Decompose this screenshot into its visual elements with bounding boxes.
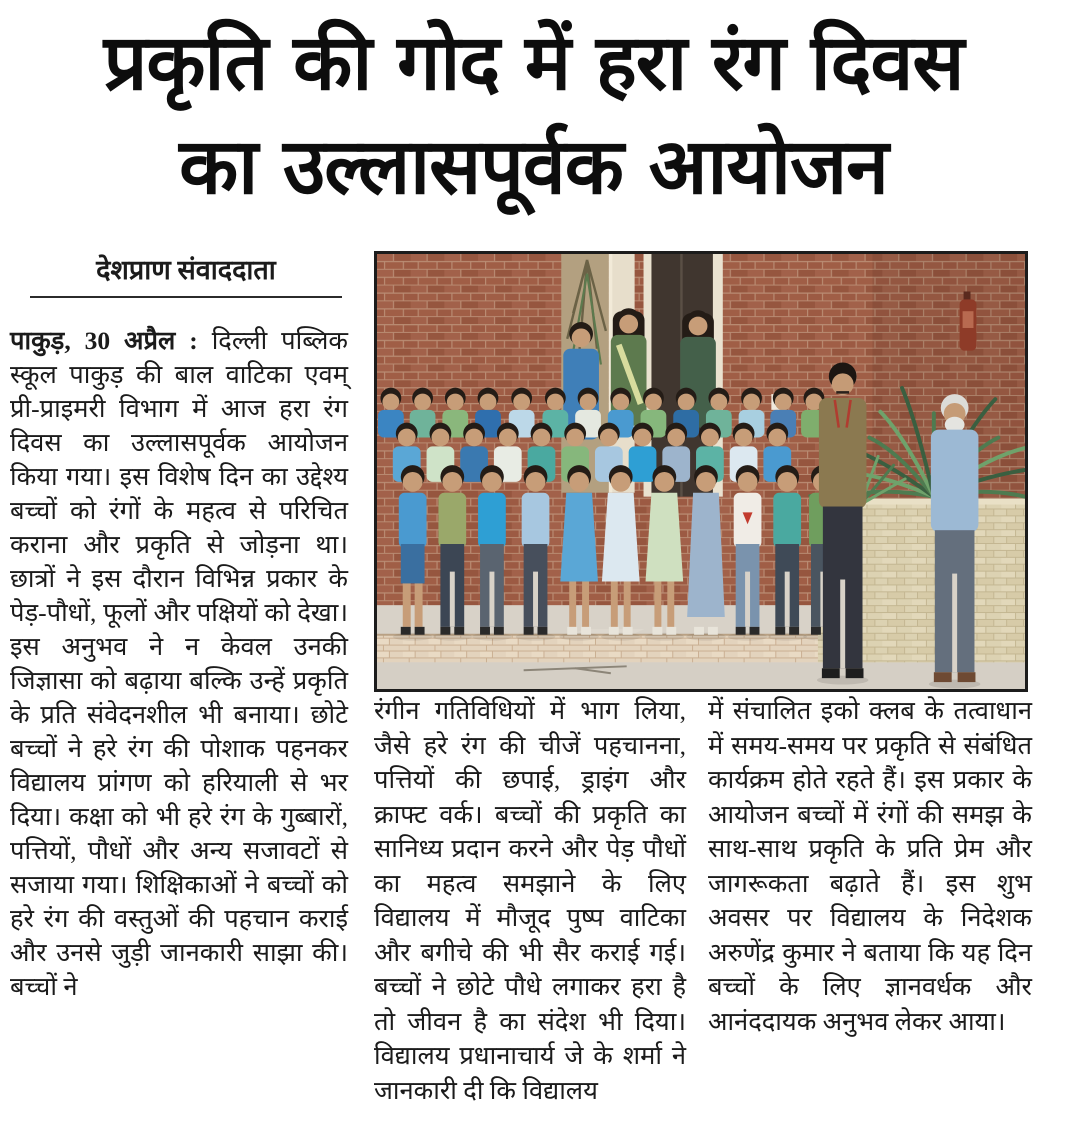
headline <box>0 12 1067 220</box>
byline-text: देशप्राण संवाददाता <box>96 255 276 285</box>
byline <box>30 250 342 298</box>
article-column-1 <box>10 324 348 1004</box>
article-paragraph-1 <box>10 324 348 1004</box>
headline-line2: का उल्लासपूर्वक आयोजन <box>179 123 888 212</box>
article-text-3: में संचालित इको क्लब के तत्वाधान में समय-समय पर प्रकृति से संबंधित कार्यक्रम होते रहते हैं। इस प्रकार के आयोजन बच्चों में रंगों की समझ के साथ-साथ प्रकृति के प्रति प्रेम और जागरूकता बढ़ाते हैं। इस शुभ अवसर पर विद्यालय के निदेशक अरुणेंद्र कुमार ने बताया कि यह दिन बच्चों के लिए ज्ञानवर्धक और आनंददायक अनुभव लेकर आया। <box>708 696 1032 1036</box>
article-column-2 <box>374 694 686 1108</box>
fire-extinguisher-icon <box>960 291 977 350</box>
photo-scene <box>377 254 1025 689</box>
headline-line1: प्रकृति की गोद में हरा रंग दिवस <box>103 19 964 108</box>
article-column-3 <box>708 694 1032 1039</box>
article-text-1: दिल्ली पब्लिक स्कूल पाकुड़ की बाल वाटिका एवम् प्री-प्राइमरी विभाग में आज हरा रंग दिवस का उल्लासपूर्वक आयोजन किया गया। इस विशेष दिन का उद्देश्य बच्चों को रंगों के महत्व से परिचित कराना और प्रकृति से जोड़ना था। छात्रों ने इस दौरान विभिन्न प्रकार के पेड़-पौधों, फूलों और पक्षियों को देखा। इस अनुभव ने न केवल उनकी जिज्ञासा को बढ़ाया बल्कि उन्हें प्रकृति के प्रति संवेदनशील भी बनाया। छोटे बच्चों ने हरे रंग की पोशाक पहनकर विद्यालय प्रांगण को हरियाली से भर दिया। कक्षा को भी हरे रंग के गुब्बारों, पत्तियों, पौधों और अन्य सजावटों से सजाया गया। शिक्षिकाओं ने बच्चों को हरे रंग की वस्तुओं की पहचान कराई और उनसे जुड़ी जानकारी साझा की। बच्चों ने <box>10 326 348 1001</box>
article-photo <box>374 251 1028 692</box>
article-text-2: रंगीन गतिविधियों में भाग लिया, जैसे हरे रंग की चीजें पहचानना, पत्तियों की छपाई, ड्राइंग और क्राफ्ट वर्क। बच्चों की प्रकृति का सानिध्य प्रदान करने और पेड़ पौधों का महत्व समझाने के लिए विद्यालय में मौजूद पुष्प वाटिका और बगीचे की भी सैर कराई गई। बच्चों ने छोटे पौधे लगाकर हरा है तो जीवन है का संदेश भी दिया। विद्यालय प्रधानाचार्य जे के शर्मा ने जानकारी दी कि विद्यालय <box>374 696 686 1105</box>
dateline: पाकुड़, 30 अप्रैल : <box>10 326 198 355</box>
